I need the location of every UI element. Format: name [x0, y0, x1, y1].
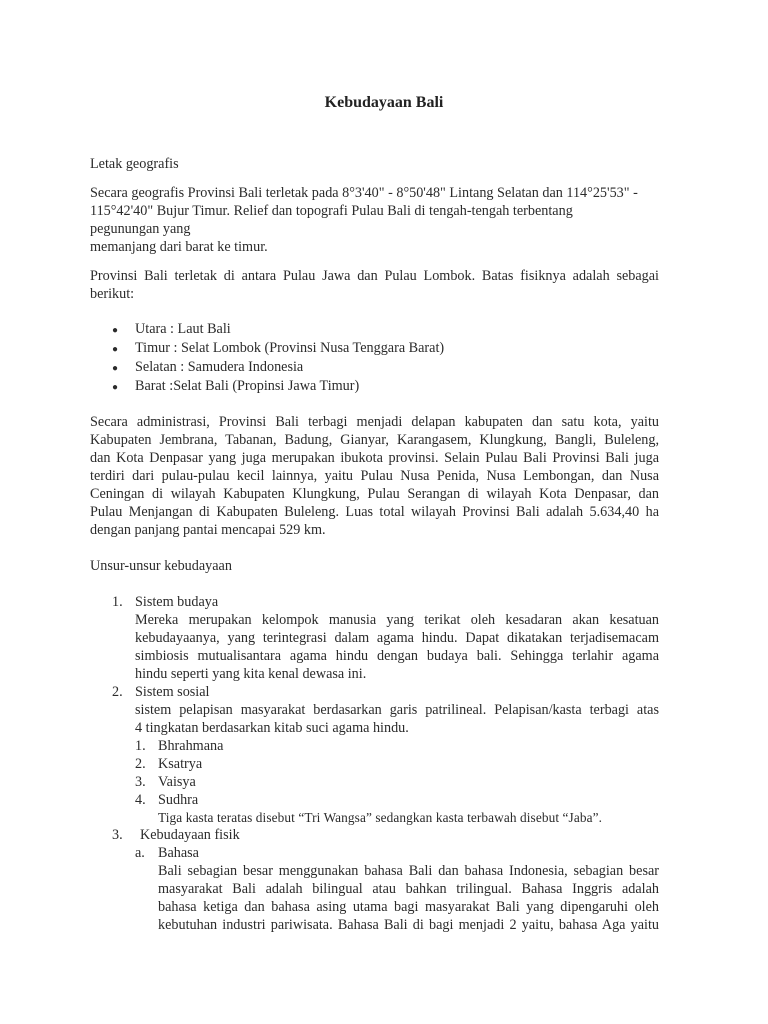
caste-number: 1. [135, 738, 146, 754]
list-item-title: Sistem sosial [135, 684, 210, 700]
paragraph-line: hindu seperti yang kita kenal dewasa ini. [135, 666, 367, 682]
paragraph-line: kebutuhan industri pariwisata. Bahasa Bali di bagi menjadi 2 yaitu, bahasa Aga yaitu [158, 917, 659, 933]
paragraph-line: masyarakat Bali adalah bilingual atau bahkan trilingual. Bahasa Inggris adalah [158, 881, 659, 897]
document-title: Kebudayaan Bali [324, 94, 444, 111]
list-number: 3. [112, 827, 123, 843]
list-number: 2. [112, 684, 123, 700]
caste-item: Sudhra [158, 792, 199, 808]
section-heading-geography: Letak geografis [90, 156, 179, 172]
paragraph-line: Secara administrasi, Provinsi Bali terbagi menjadi delapan kabupaten dan satu kota, yaitu [90, 414, 659, 430]
bullet-icon: ● [112, 382, 119, 393]
list-number: 1. [112, 594, 123, 610]
caste-item: Vaisya [158, 774, 196, 790]
caste-item: Ksatrya [158, 756, 203, 772]
caste-number: 2. [135, 756, 146, 772]
paragraph-line: terdiri dari pulau-pulau kecil lainnya, yaitu Pulau Nusa Penida, Nusa Lembongan, dan Nusa [90, 468, 659, 484]
list-item: Utara : Laut Bali [135, 321, 231, 337]
paragraph-line: Ceningan di wilayah Kabupaten Klungkung, Pulau Serangan di wilayah Kota Denpasar, dan [90, 486, 659, 502]
list-item: Barat :Selat Bali (Propinsi Jawa Timur) [135, 378, 360, 394]
caste-number: 4. [135, 792, 146, 808]
sub-list-letter: a. [135, 845, 145, 861]
paragraph-line: Mereka merupakan kelompok manusia yang terikat oleh kesadaran akan kesatuan [135, 612, 659, 628]
caste-item: Bhrahmana [158, 738, 224, 754]
paragraph-line: Kabupaten Jembrana, Tabanan, Badung, Gianyar, Karangasem, Klungkung, Bangli, Buleleng, [90, 432, 659, 448]
bullet-icon: ● [112, 363, 119, 374]
paragraph-line: simbiosis mutualisantara agama hindu dengan budaya bali. Sehingga terlahir agama [135, 648, 659, 664]
caste-note: Tiga kasta teratas disebut “Tri Wangsa” sedangkan kasta terbawah disebut “Jaba”. [158, 810, 603, 825]
bullet-icon: ● [112, 325, 119, 336]
paragraph-line: Secara geografis Provinsi Bali terletak pada 8°3'40" - 8°50'48" Lintang Selatan dan 114°25'53" - [90, 185, 638, 201]
paragraph-line: Bali sebagian besar menggunakan bahasa Bali dan bahasa Indonesia, sebagian besar [158, 863, 659, 879]
paragraph-line: Provinsi Bali terletak di antara Pulau Jawa dan Pulau Lombok. Batas fisiknya adalah sebagai [90, 268, 659, 284]
caste-number: 3. [135, 774, 146, 790]
paragraph-line: kebudayaanya, yang terintegrasi dalam agama hindu. Dapat dikatakan terjadisemacam [135, 630, 659, 646]
section-heading-culture: Unsur-unsur kebudayaan [90, 558, 232, 574]
list-item: Timur : Selat Lombok (Provinsi Nusa Tenggara Barat) [135, 340, 445, 356]
paragraph-line: Pulau Menjangan di Kabupaten Buleleng. Luas total wilayah Provinsi Bali adalah 5.634,40 ha [90, 504, 659, 520]
bullet-icon: ● [112, 344, 119, 355]
paragraph-line: memanjang dari barat ke timur. [90, 239, 268, 255]
list-item: Selatan : Samudera Indonesia [135, 359, 304, 375]
paragraph-line: sistem pelapisan masyarakat berdasarkan garis patrilineal. Pelapisan/kasta terbagi atas [135, 702, 659, 718]
paragraph-line: dan Kota Denpasar yang juga merupakan ibukota provinsi. Selain Pulau Bali Provinsi Bali juga [90, 450, 659, 466]
list-item-title: Sistem budaya [135, 594, 219, 610]
list-item-title: Kebudayaan fisik [140, 827, 240, 843]
paragraph-line: berikut: [90, 286, 135, 302]
paragraph-line: 115°42'40" Bujur Timur. Relief dan topografi Pulau Bali di tengah-tengah terbentang [90, 203, 573, 219]
paragraph-line: pegunungan yang [90, 221, 191, 237]
paragraph-line: bahasa ketiga dan bahasa asing utama bagi masyarakat Bali yang dipengaruhi oleh [158, 899, 659, 915]
paragraph-line: dengan panjang pantai mencapai 529 km. [90, 522, 326, 538]
paragraph-line: 4 tingkatan berdasarkan kitab suci agama hindu. [135, 720, 409, 736]
sub-list-title: Bahasa [158, 845, 199, 861]
